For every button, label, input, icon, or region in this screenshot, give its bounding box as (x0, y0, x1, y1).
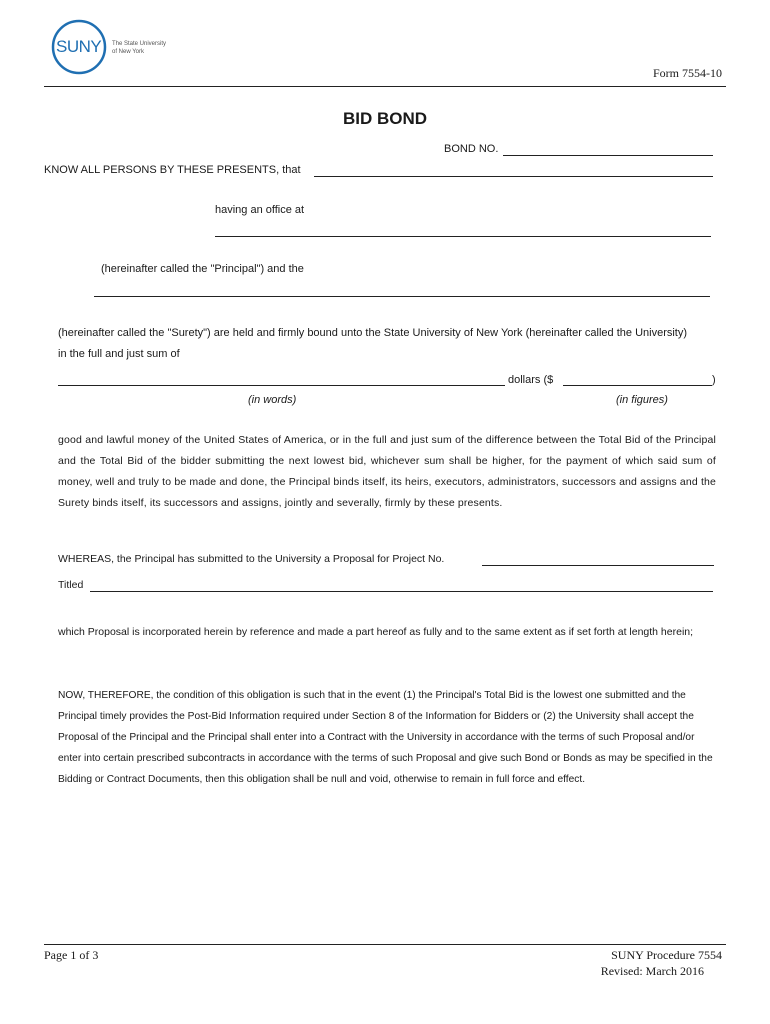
revised-date: Revised: March 2016 (600, 964, 704, 978)
in-figures-caption: (in figures) (616, 394, 668, 406)
surety-name-field[interactable] (94, 296, 710, 297)
principal-name-field[interactable] (314, 176, 713, 177)
bond-no-field[interactable] (503, 155, 713, 156)
office-address-field[interactable] (215, 236, 711, 237)
principal-called-label: (hereinafter called the "Principal") and the (101, 263, 304, 275)
project-title-field[interactable] (90, 591, 713, 592)
in-full-sum-text: in the full and just sum of (58, 348, 180, 360)
proposal-paragraph: which Proposal is incorporated herein by reference and made a part hereof as fully and to the same extent as if set forth at length herein; (58, 626, 694, 638)
surety-called-text: (hereinafter called the "Surety") are held and firmly bound unto the State University of New York (hereinafter called the University) (58, 327, 688, 339)
titled-label: Titled (58, 579, 84, 591)
project-no-field[interactable] (482, 565, 714, 566)
page-number: Page 1 of 3 (44, 948, 99, 962)
now-therefore-paragraph: NOW, THEREFORE, the condition of this obligation is such that in the event (1) the Principal's Total Bid is the lowest one submitted and the Principal timely provides the Post-Bid Information required under Section 8 of the Information for Bidders or (2) the University shall accept the Proposal of the Principal and the Principal shall enter into a Contract with the University in accordance with the terms of such Proposal and/or enter into certain prescribed subcontracts in accordance with the terms of such Proposal and give such Bond or Bonds as may be specified in the Bidding or Contract Documents, then this obligation shall be null and void, otherwise to remain in full force and effect. (58, 690, 713, 785)
page-title: BID BOND (342, 109, 428, 128)
dollars-label: dollars ($ (508, 374, 554, 386)
amount-words-field[interactable] (58, 385, 505, 386)
header-rule (44, 86, 726, 87)
suny-logo (50, 18, 180, 78)
whereas-text: WHEREAS, the Principal has submitted to the University a Proposal for Project No. (58, 553, 445, 565)
footer-rule (44, 944, 726, 945)
logo-subtitle-2: of New York (112, 49, 145, 55)
in-words-caption: (in words) (248, 394, 297, 406)
close-paren: ) (712, 374, 716, 386)
form-number: Form 7554-10 (653, 66, 722, 80)
having-office-label: having an office at (215, 204, 305, 216)
money-paragraph: good and lawful money of the United States of America, or in the full and just sum of the difference between the Total Bid of the Principal and the Total Bid of the bidder submitting the next lowest bid, whichever sum shall be higher, for the payment of which said sum of money, well and truly to be made and done, the Principal binds itself, its heirs, executors, administrators, successors and assigns and the Surety binds itself, its successors and assigns, jointly and severally, firmly by these presents. (58, 434, 716, 509)
bond-no-label: BOND NO. (444, 143, 499, 155)
procedure-label: SUNY Procedure 7554 (611, 948, 722, 962)
logo-subtitle-1: The State University (112, 41, 167, 47)
know-all-persons: KNOW ALL PERSONS BY THESE PRESENTS, that (44, 164, 301, 176)
logo-text: SUNY (56, 37, 102, 56)
amount-figures-field[interactable] (563, 385, 712, 386)
